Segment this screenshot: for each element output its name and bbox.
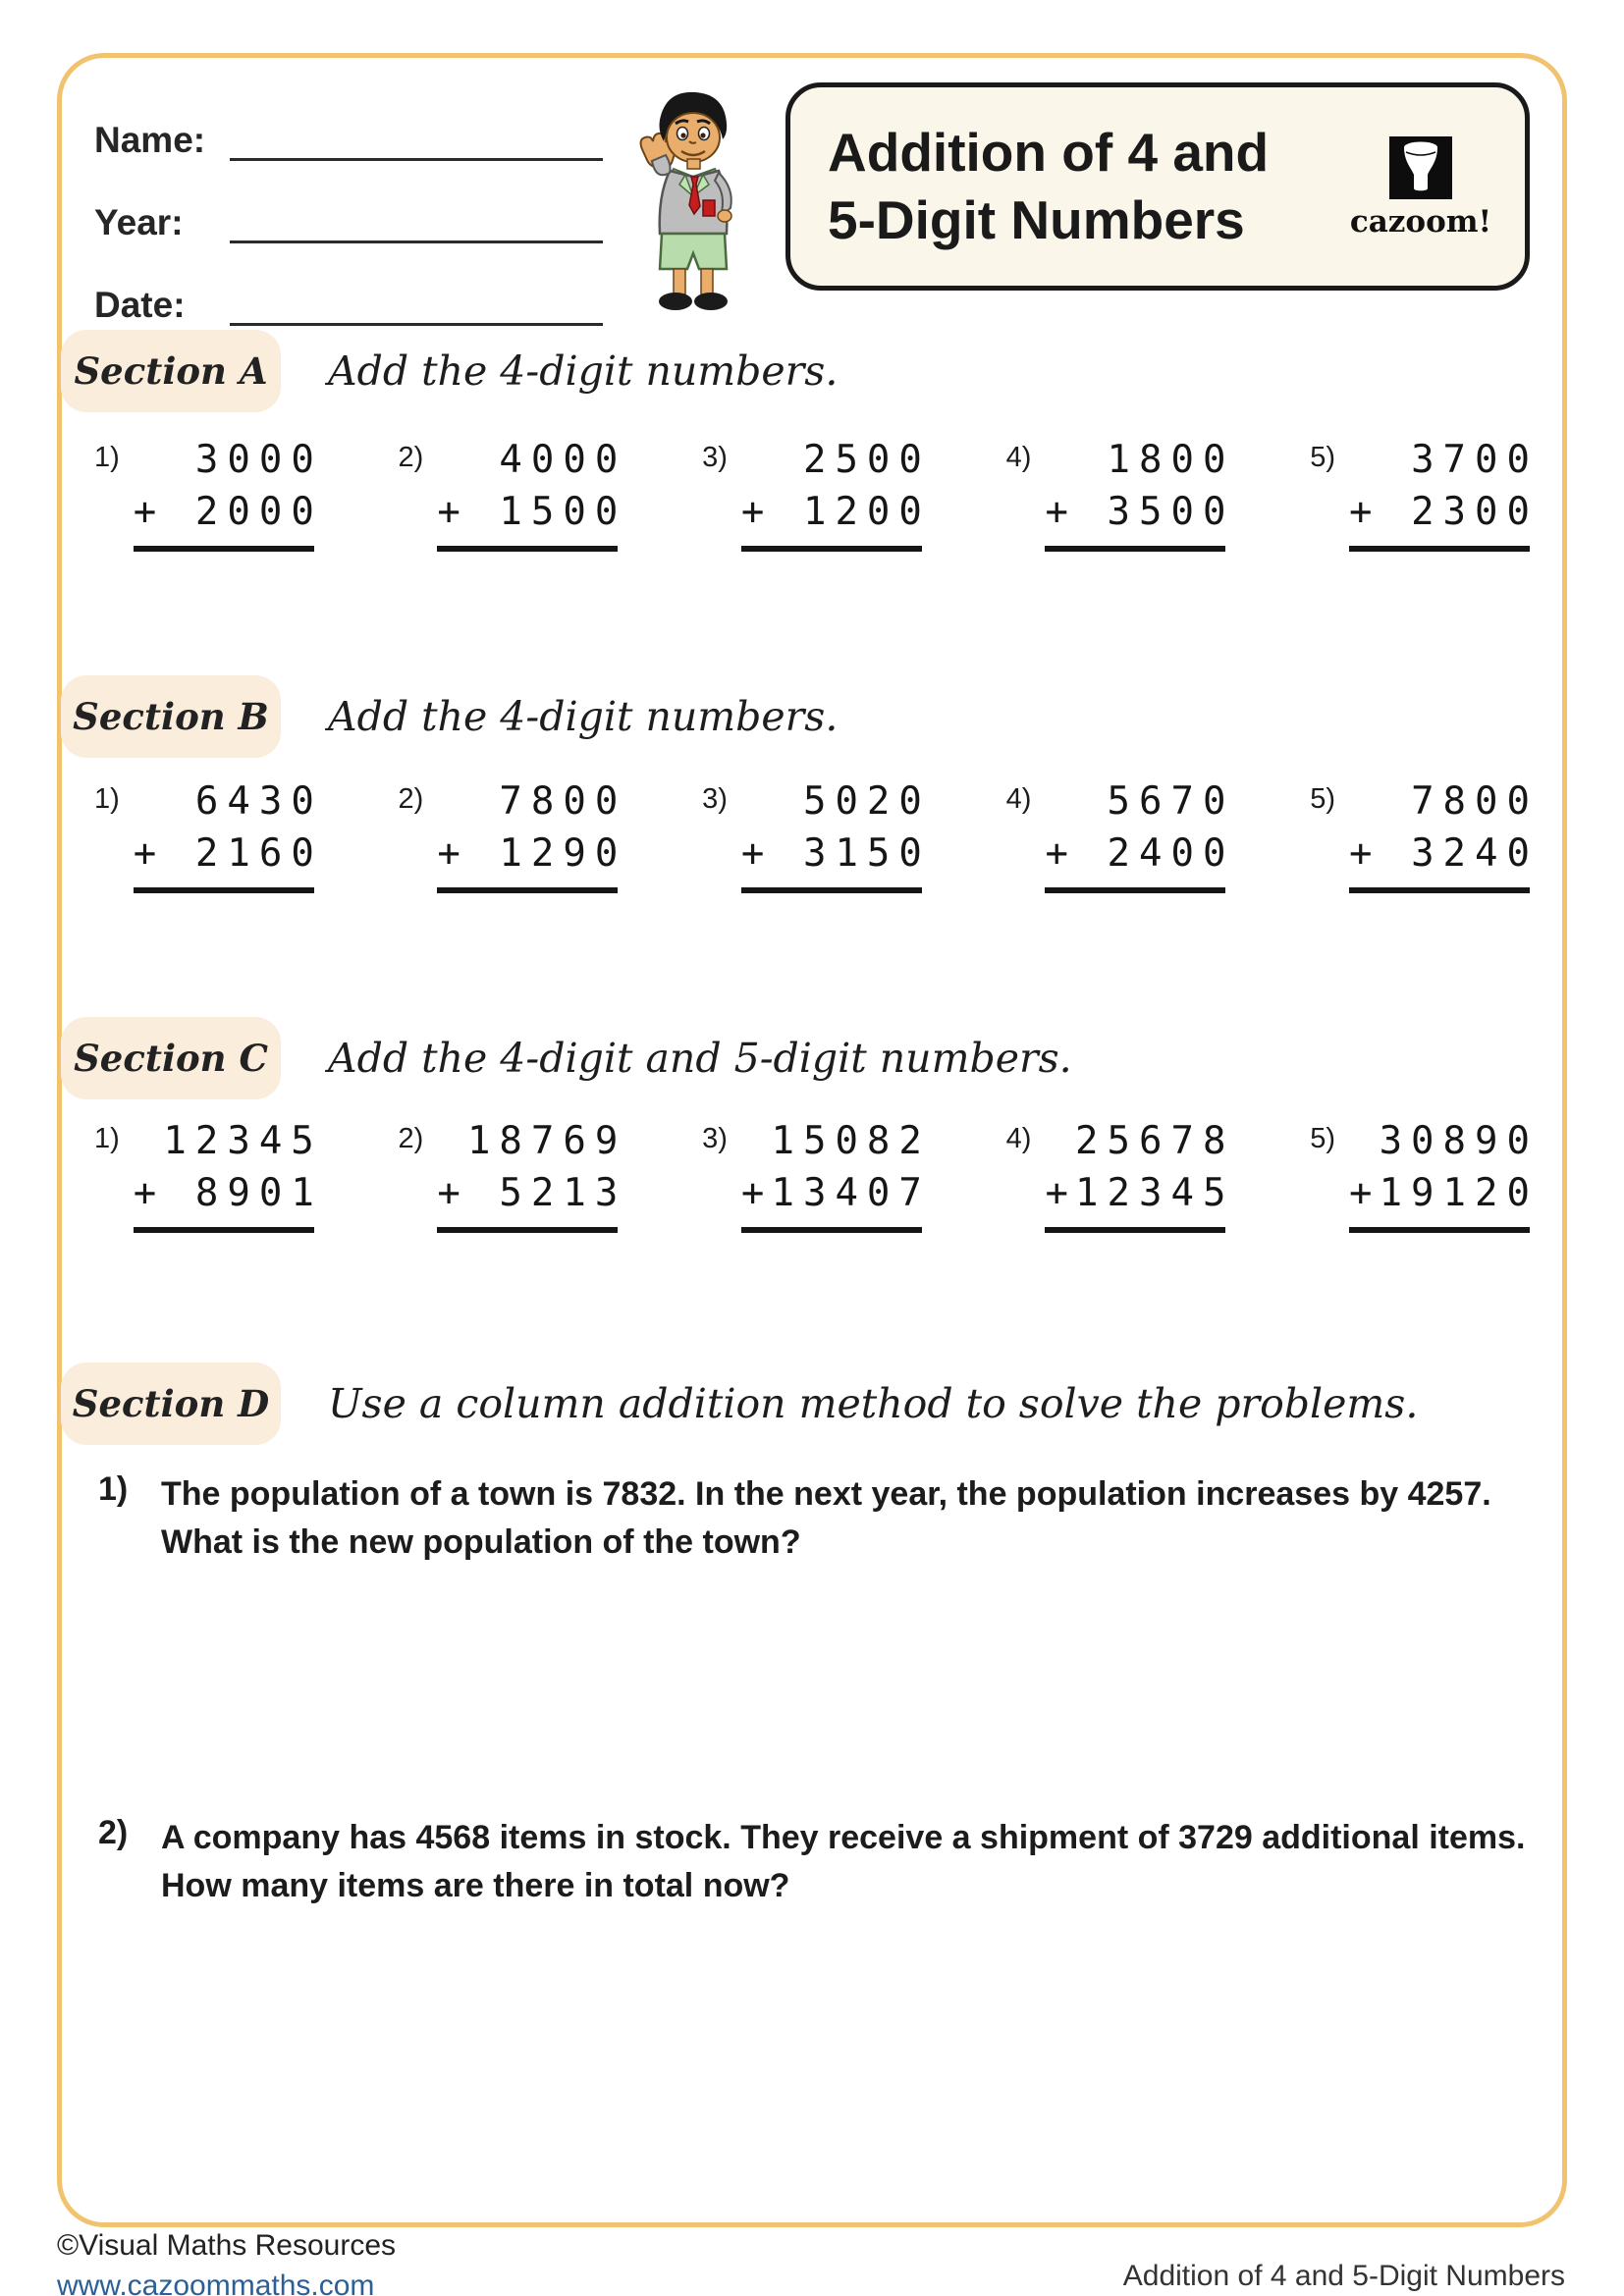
bottom-operand: 2300 (1411, 490, 1539, 534)
word-problem-1-text: The population of a town is 7832. In the next year, the population increases by 4257. What is the new population of the town? (161, 1475, 1491, 1562)
student-boy-illustration (630, 86, 756, 314)
bottom-operand: 2160 (194, 831, 323, 876)
section-b-header (61, 675, 838, 758)
bottom-operand: 5213 (499, 1171, 627, 1215)
top-operand: 15082 (771, 1119, 931, 1163)
problem-number: 1) (94, 442, 120, 473)
bottom-operand: 13407 (771, 1171, 931, 1215)
plus-sign: + (1348, 831, 1373, 876)
answer-line[interactable] (1349, 546, 1530, 552)
addition-problem (1310, 1119, 1539, 1233)
top-operand: 18769 (466, 1119, 627, 1163)
addition-problem (1005, 1119, 1235, 1233)
cazoom-logo (1342, 133, 1499, 240)
section-b-pill: Section B (61, 675, 281, 758)
problem-number: 3) (702, 1123, 728, 1154)
title-line-1: Addition of 4 and (828, 122, 1270, 184)
bottom-operand: 1200 (802, 490, 931, 534)
plus-sign: + (1045, 831, 1068, 876)
date-label: Date: (94, 285, 186, 325)
top-operand: 2500 (802, 438, 931, 482)
section-d-pill: Section D (61, 1362, 281, 1445)
top-operand: 5670 (1107, 779, 1235, 824)
plus-sign: + (1348, 490, 1373, 534)
plus-sign: + (437, 490, 460, 534)
answer-line[interactable] (741, 1227, 922, 1233)
top-operand: 12345 (163, 1119, 323, 1163)
name-line[interactable] (230, 115, 603, 161)
name-field-row (94, 110, 603, 161)
problem-number: 3) (702, 783, 728, 815)
top-operand: 6430 (194, 779, 323, 824)
plus-sign: + (740, 490, 765, 534)
section-d-instruction: Use a column addition method to solve the problems. (328, 1380, 1419, 1427)
bottom-operand: 3150 (802, 831, 931, 876)
cazoom-logo-text: cazoom! (1349, 204, 1492, 240)
bottom-operand: 1500 (499, 490, 627, 534)
worksheet-title (790, 119, 1342, 254)
bottom-operand: 3240 (1411, 831, 1539, 876)
date-field-row (94, 275, 603, 326)
plus-sign: + (1348, 1171, 1373, 1215)
top-operand: 5020 (802, 779, 931, 824)
plus-sign: + (133, 490, 157, 534)
section-a-problems (94, 438, 1539, 552)
plus-sign: + (133, 831, 157, 876)
plus-sign: + (740, 831, 765, 876)
student-info-fields (94, 110, 603, 357)
bottom-operand: 8901 (194, 1171, 323, 1215)
section-a-pill: Section A (61, 330, 281, 412)
addition-problem (702, 779, 931, 893)
worksheet-title-box (785, 82, 1530, 291)
section-c-problems (94, 1119, 1539, 1233)
answer-line[interactable] (1045, 887, 1225, 893)
answer-line[interactable] (437, 1227, 618, 1233)
title-line-2: 5-Digit Numbers (828, 189, 1245, 250)
addition-problem (1310, 438, 1539, 552)
addition-problem (398, 779, 627, 893)
section-b-problems (94, 779, 1539, 893)
bottom-operand: 12345 (1075, 1171, 1235, 1215)
year-label: Year: (94, 202, 184, 242)
addition-problem (94, 1119, 323, 1233)
name-label: Name: (94, 120, 206, 160)
section-d-header (61, 1362, 1418, 1445)
answer-line[interactable] (741, 546, 922, 552)
djembe-drum-icon (1389, 133, 1452, 202)
footer-left (57, 2228, 396, 2296)
addition-problem (1005, 438, 1235, 552)
answer-line[interactable] (437, 887, 618, 893)
problem-number: 1) (94, 783, 120, 815)
answer-line[interactable] (134, 1227, 314, 1233)
plus-sign: + (1045, 490, 1068, 534)
addition-problem (1005, 779, 1235, 893)
section-a-header (61, 330, 838, 412)
plus-sign: + (1045, 1171, 1068, 1215)
addition-problem (702, 438, 931, 552)
problem-number: 1) (94, 1123, 120, 1154)
website-link[interactable]: www.cazoommaths.com (57, 2269, 375, 2296)
answer-line[interactable] (1045, 546, 1225, 552)
plus-sign: + (437, 831, 460, 876)
addition-problem (398, 1119, 627, 1233)
problem-number: 4) (1005, 442, 1032, 473)
problem-number: 5) (1310, 1123, 1335, 1154)
addition-problem (94, 438, 323, 552)
word-problem-1-number: 1) (98, 1470, 129, 1508)
problem-number: 3) (702, 442, 728, 473)
top-operand: 25678 (1075, 1119, 1235, 1163)
section-c-pill: Section C (61, 1017, 281, 1099)
problem-number: 2) (398, 783, 424, 815)
top-operand: 7800 (1411, 779, 1539, 824)
word-problem-2 (98, 1814, 1536, 1911)
problem-number: 4) (1005, 1123, 1032, 1154)
answer-line[interactable] (741, 887, 922, 893)
top-operand: 30890 (1379, 1119, 1539, 1163)
answer-line[interactable] (134, 546, 314, 552)
top-operand: 1800 (1107, 438, 1235, 482)
year-field-row (94, 192, 603, 243)
addition-problem (1310, 779, 1539, 893)
plus-sign: + (740, 1171, 765, 1215)
problem-number: 2) (398, 442, 424, 473)
answer-line[interactable] (1349, 1227, 1530, 1233)
plus-sign: + (133, 1171, 157, 1215)
top-operand: 3700 (1411, 438, 1539, 482)
top-operand: 3000 (194, 438, 323, 482)
bottom-operand: 2400 (1107, 831, 1235, 876)
bottom-operand: 2000 (194, 490, 323, 534)
answer-line[interactable] (437, 546, 618, 552)
word-problem-2-text: A company has 4568 items in stock. They receive a shipment of 3729 additional items. How many items are there in total now? (161, 1819, 1526, 1905)
addition-problem (702, 1119, 931, 1233)
section-c-header (61, 1017, 1072, 1099)
addition-problem (398, 438, 627, 552)
top-operand: 7800 (499, 779, 627, 824)
word-problem-2-number: 2) (98, 1814, 129, 1851)
answer-line[interactable] (1349, 887, 1530, 893)
problem-number: 5) (1310, 442, 1335, 473)
answer-line[interactable] (1045, 1227, 1225, 1233)
bottom-operand: 3500 (1107, 490, 1235, 534)
section-a-instruction: Add the 4-digit numbers. (328, 347, 839, 395)
answer-line[interactable] (134, 887, 314, 893)
bottom-operand: 19120 (1379, 1171, 1539, 1215)
year-line[interactable] (230, 197, 603, 243)
plus-sign: + (437, 1171, 460, 1215)
section-b-instruction: Add the 4-digit numbers. (328, 693, 839, 740)
problem-number: 2) (398, 1123, 424, 1154)
bottom-operand: 1290 (499, 831, 627, 876)
word-problem-1 (98, 1470, 1536, 1568)
problem-number: 5) (1310, 783, 1335, 815)
section-c-instruction: Add the 4-digit and 5-digit numbers. (328, 1035, 1072, 1082)
copyright-text: ©Visual Maths Resources (57, 2229, 397, 2262)
addition-problem (94, 779, 323, 893)
top-operand: 4000 (499, 438, 627, 482)
footer-doc-title: Addition of 4 and 5-Digit Numbers (1122, 2260, 1565, 2292)
date-line[interactable] (230, 280, 603, 326)
problem-number: 4) (1005, 783, 1032, 815)
